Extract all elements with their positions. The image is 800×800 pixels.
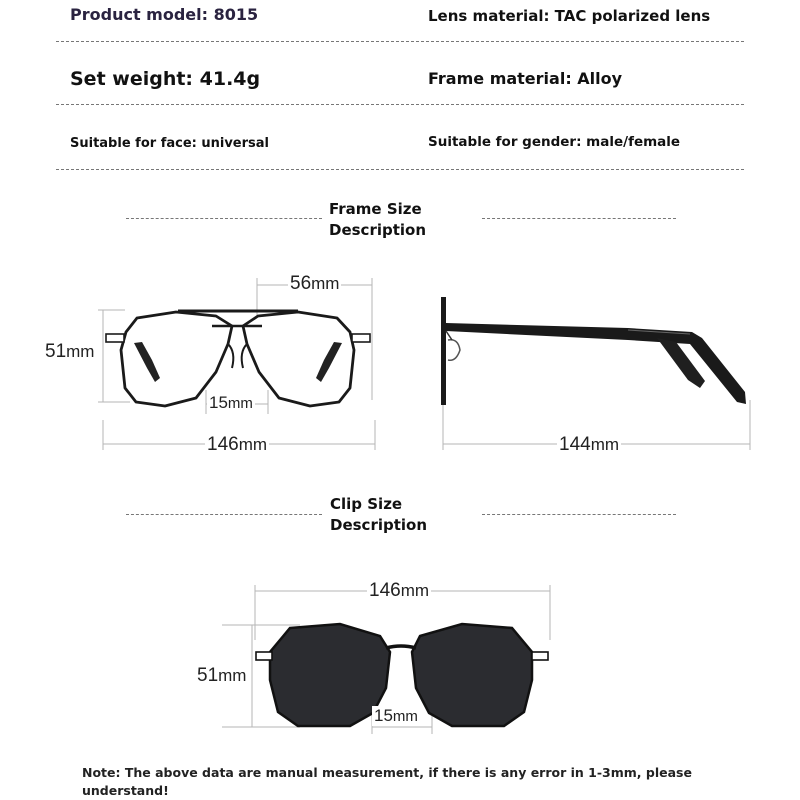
frame-lens-height-label: 51mm <box>45 341 95 362</box>
clip-total-width-label: 146mm <box>369 580 430 601</box>
frame-size-title-line1: Frame Size <box>329 200 422 218</box>
clip-lens-height-label: 51mm <box>197 665 247 686</box>
measurement-note: Note: The above data are manual measurement, if there is any error in 1-3mm, please understand! <box>82 765 692 798</box>
suitable-face: Suitable for face: universal <box>70 136 269 151</box>
frame-bridge-label: 15mm <box>209 393 253 412</box>
frame-size-title-line2: Description <box>329 221 427 239</box>
temple-length-label: 144mm <box>559 434 620 455</box>
suitable-gender: Suitable for gender: male/female <box>428 134 681 150</box>
clip-size-title-line2: Description <box>330 516 428 534</box>
set-weight: Set weight: 41.4g <box>70 68 261 90</box>
frame-material: Frame material: Alloy <box>428 69 623 88</box>
lens-material: Lens material: TAC polarized lens <box>428 7 711 25</box>
clip-bridge-label: 15mm <box>374 706 418 725</box>
frame-lens-width-label: 56mm <box>290 273 340 294</box>
clip-size-title-line1: Clip Size <box>330 495 403 513</box>
frame-total-width-label: 146mm <box>207 434 268 455</box>
product-model: Product model: 8015 <box>70 5 259 24</box>
